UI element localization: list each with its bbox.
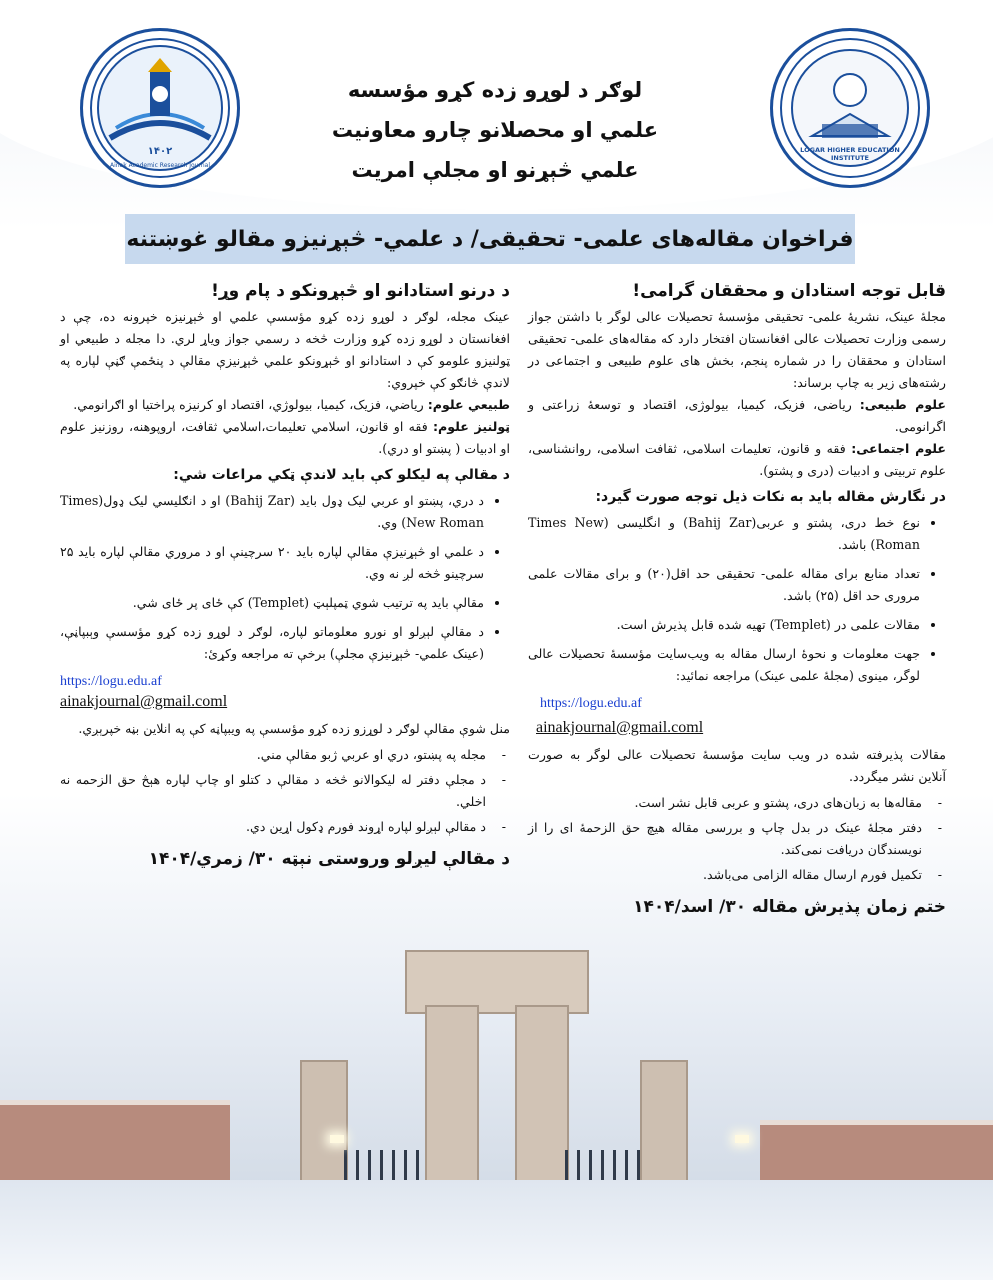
gate-lamp (330, 1135, 344, 1143)
dari-note: - مقاله‌ها به زبان‌های دری، پشتو و عربی قابل نشر است. (528, 792, 922, 814)
header-line-3: علمي څېړنو او مجلې امریت (351, 158, 639, 182)
banner-title: فراخوان مقاله‌های علمی- تحقیقی/ د علمي- څېړنیزو مقالو غوښتنه (126, 226, 854, 252)
pashto-note: - د مجلې دفتر له لیکوالانو څخه د مقالې د کتلو او چاپ لپاره هېڅ حق الزحمه نه اخلي. (60, 769, 486, 813)
header-line-2: علمي او محصلانو چارو معاونیت (331, 118, 659, 142)
pashto-rules-list (60, 490, 510, 665)
logo-year: ۱۴۰۲ (147, 146, 173, 157)
header-line-1: لوګر د لوړو زده کړو مؤسسه (347, 78, 643, 102)
pashto-heading: د درنو استادانو او څېړونکو د پام وړ! (211, 281, 510, 301)
dari-rule: • جهت معلومات و نحوهٔ ارسال مقاله به ویب‌سایت مؤسسهٔ تحصیلات عالی لوگر، مینوی (مجلهٔ علمی عینک) مراجعه نمائید: (528, 643, 920, 687)
logo-caption: Ainak Academic Research Journal (109, 162, 210, 169)
dari-heading: قابل توجه استادان و محققان گرامی! (632, 281, 946, 301)
pashto-note: - مجله په پښتو، دري او عربي ژبو مقالې مني. (60, 744, 486, 766)
dari-social-text: فقه و قانون، تعلیمات اسلامی، ثقافت اسلامی، روانشناسی، علوم تربیتی و ادبیات (دری و پشتو). (528, 441, 946, 478)
pashto-rule: • د علمي او څېړنیزې مقالې لپاره باید ۲۰ سرچینې او د مروري مقالې لپاره باید ۲۵ سرچینو څخه لږ نه وي. (60, 541, 484, 585)
pashto-website-link[interactable]: https://logu.edu.af (60, 674, 162, 689)
dari-rule: • نوع خط دری، پشتو و عربی(Bahij Zar) و انگلیسی (Times New Roman) باشد. (528, 512, 920, 556)
dari-rule: • تعداد منابع برای مقاله علمی- تحقیقی حد اقل(۲۰) و برای مقالات علمی مروری حد اقل (۲۵) باشد. (528, 563, 920, 607)
dari-rules-heading: در نگارش مقاله باید به نکات ذیل توجه صورت گیرد: (595, 489, 946, 505)
dari-natural-text: ریاضی، فزیک، کیمیا، بیولوژی، اقتصاد و توسعهٔ زراعتی و اگرانومی. (528, 397, 946, 434)
dari-notes-list (528, 792, 946, 886)
dari-rule: • مقالات علمی در (Templet) تهیه شده قابل پذیرش است. (528, 614, 920, 636)
dari-website-link[interactable]: https://logu.edu.af (540, 696, 642, 711)
pashto-natural-sciences (60, 394, 510, 416)
dari-social-sciences (528, 438, 946, 482)
pashto-social-sciences (60, 416, 510, 460)
pashto-rule: • د مقالې لېږلو او نورو معلوماتو لپاره، لوګر د لوړو زده کړو مؤسسې وېبپاڼې، (عینک علمي- څېړنیزې مجلې) برخې ته مراجعه وکړئ: (60, 621, 484, 665)
pashto-intro: عینک مجله، لوګر د لوړو زده کړو مؤسسې علمي او څېړنیزه خپرونه ده، چې د افغانستان د لوړو زده کړو وزارت څخه د رسمي جواز ویاړ لري. دا مجله د طبیعي او ټولنیزو علومو کې د استادانو او څېړونکو علمي څېړنیزې مقالې د پنځمې ګڼې لپاره په لاندې څانګو کې خپروي: (60, 309, 510, 390)
pashto-social-label: ټولنیز علوم: (432, 419, 510, 434)
pashto-email-link[interactable]: ainakjournal@gmail.coml (60, 693, 228, 710)
dari-note: - دفتر مجلهٔ عینک در بدل چاپ و بررسی مقاله هیچ حق الزحمهٔ ای را از نویسندگان دریافت نمی‌کند. (528, 817, 922, 861)
dari-natural-label: علوم طبیعی: (859, 397, 946, 412)
logar-institute-logo (770, 28, 930, 188)
pashto-column (60, 276, 510, 874)
dari-online-note: مقالات پذیرفته شده در ویب سایت مؤسسهٔ تحصیلات عالی لوگر به صورت آنلاین نشر میگردد. (528, 747, 946, 784)
dari-note: - تکمیل فورم ارسال مقاله الزامی می‌باشد. (528, 864, 922, 886)
pashto-natural-label: طبیعي علوم: (427, 397, 510, 412)
pashto-rule: • د دري، پښتو او عربي لیک ډول باید (Bahij Zar) او د انګلیسي لیک ډول(Times New Roman) وي. (60, 490, 484, 534)
dari-rules-list (528, 512, 946, 687)
pashto-rule: • مقالې باید په ترتیب شوي ټمپلېټ (Templet) کې ځای پر ځای شي. (60, 592, 484, 614)
dari-social-label: علوم اجتماعی: (851, 441, 946, 456)
dari-deadline: ختم زمان پذیرش مقاله ۳۰/ اسد/۱۴۰۴ (633, 897, 946, 917)
header-titles (260, 70, 730, 190)
dari-email-link[interactable]: ainakjournal@gmail.coml (536, 719, 704, 736)
ainak-journal-logo (80, 28, 240, 188)
pashto-notes-list (60, 744, 510, 838)
pashto-deadline: د مقالې لیږلو وروستی نېټه ۳۰/ زمري/۱۴۰۴ (148, 849, 510, 869)
dari-natural-sciences (528, 394, 946, 438)
call-for-papers-banner (125, 214, 855, 264)
snowy-ground (0, 1180, 993, 1280)
pashto-online-note: منل شوې مقالې لوګر د لوړزو زده کړو مؤسسې په ویبپاڼه کې په انلاین بڼه خپرېږي. (78, 721, 510, 736)
gate-lamp (735, 1135, 749, 1143)
logo-org-text: LOGAR HIGHER EDUCATION INSTITUTE (800, 146, 900, 162)
pashto-rules-heading: د مقالې په لیکلو کې باید لاندې ټکي مراعات شي: (173, 467, 510, 483)
pashto-note: - د مقالې لېږلو لپاره اړوند فورم ډکول اړین دي. (60, 816, 486, 838)
pashto-natural-text: ریاضي، فزیک، کیمیا، بیولوژي، اقتصاد او کرنیزه پراختیا او اګرانومي. (73, 397, 428, 412)
dari-intro: مجلهٔ عینک، نشریهٔ علمی- تحقیقی مؤسسهٔ تحصیلات عالی لوگر با داشتن جواز رسمی وزارت تحصیلات عالی افغانستان افتخار دارد که مقاله‌های علمی- تحقیقی استادان و محققان را در شماره پنجم، بخش های علوم طبیعی و اجتماعی در رشته‌های زیر به چاپ برساند: (528, 309, 946, 390)
pashto-social-text: فقه او قانون، اسلامي تعلیمات،اسلامي ثقافت، اروپوهنه، روزنیز علوم او ادبیات ( پښتو او دري). (60, 419, 510, 456)
dari-column (528, 276, 946, 922)
institute-seal-icon (770, 28, 930, 188)
